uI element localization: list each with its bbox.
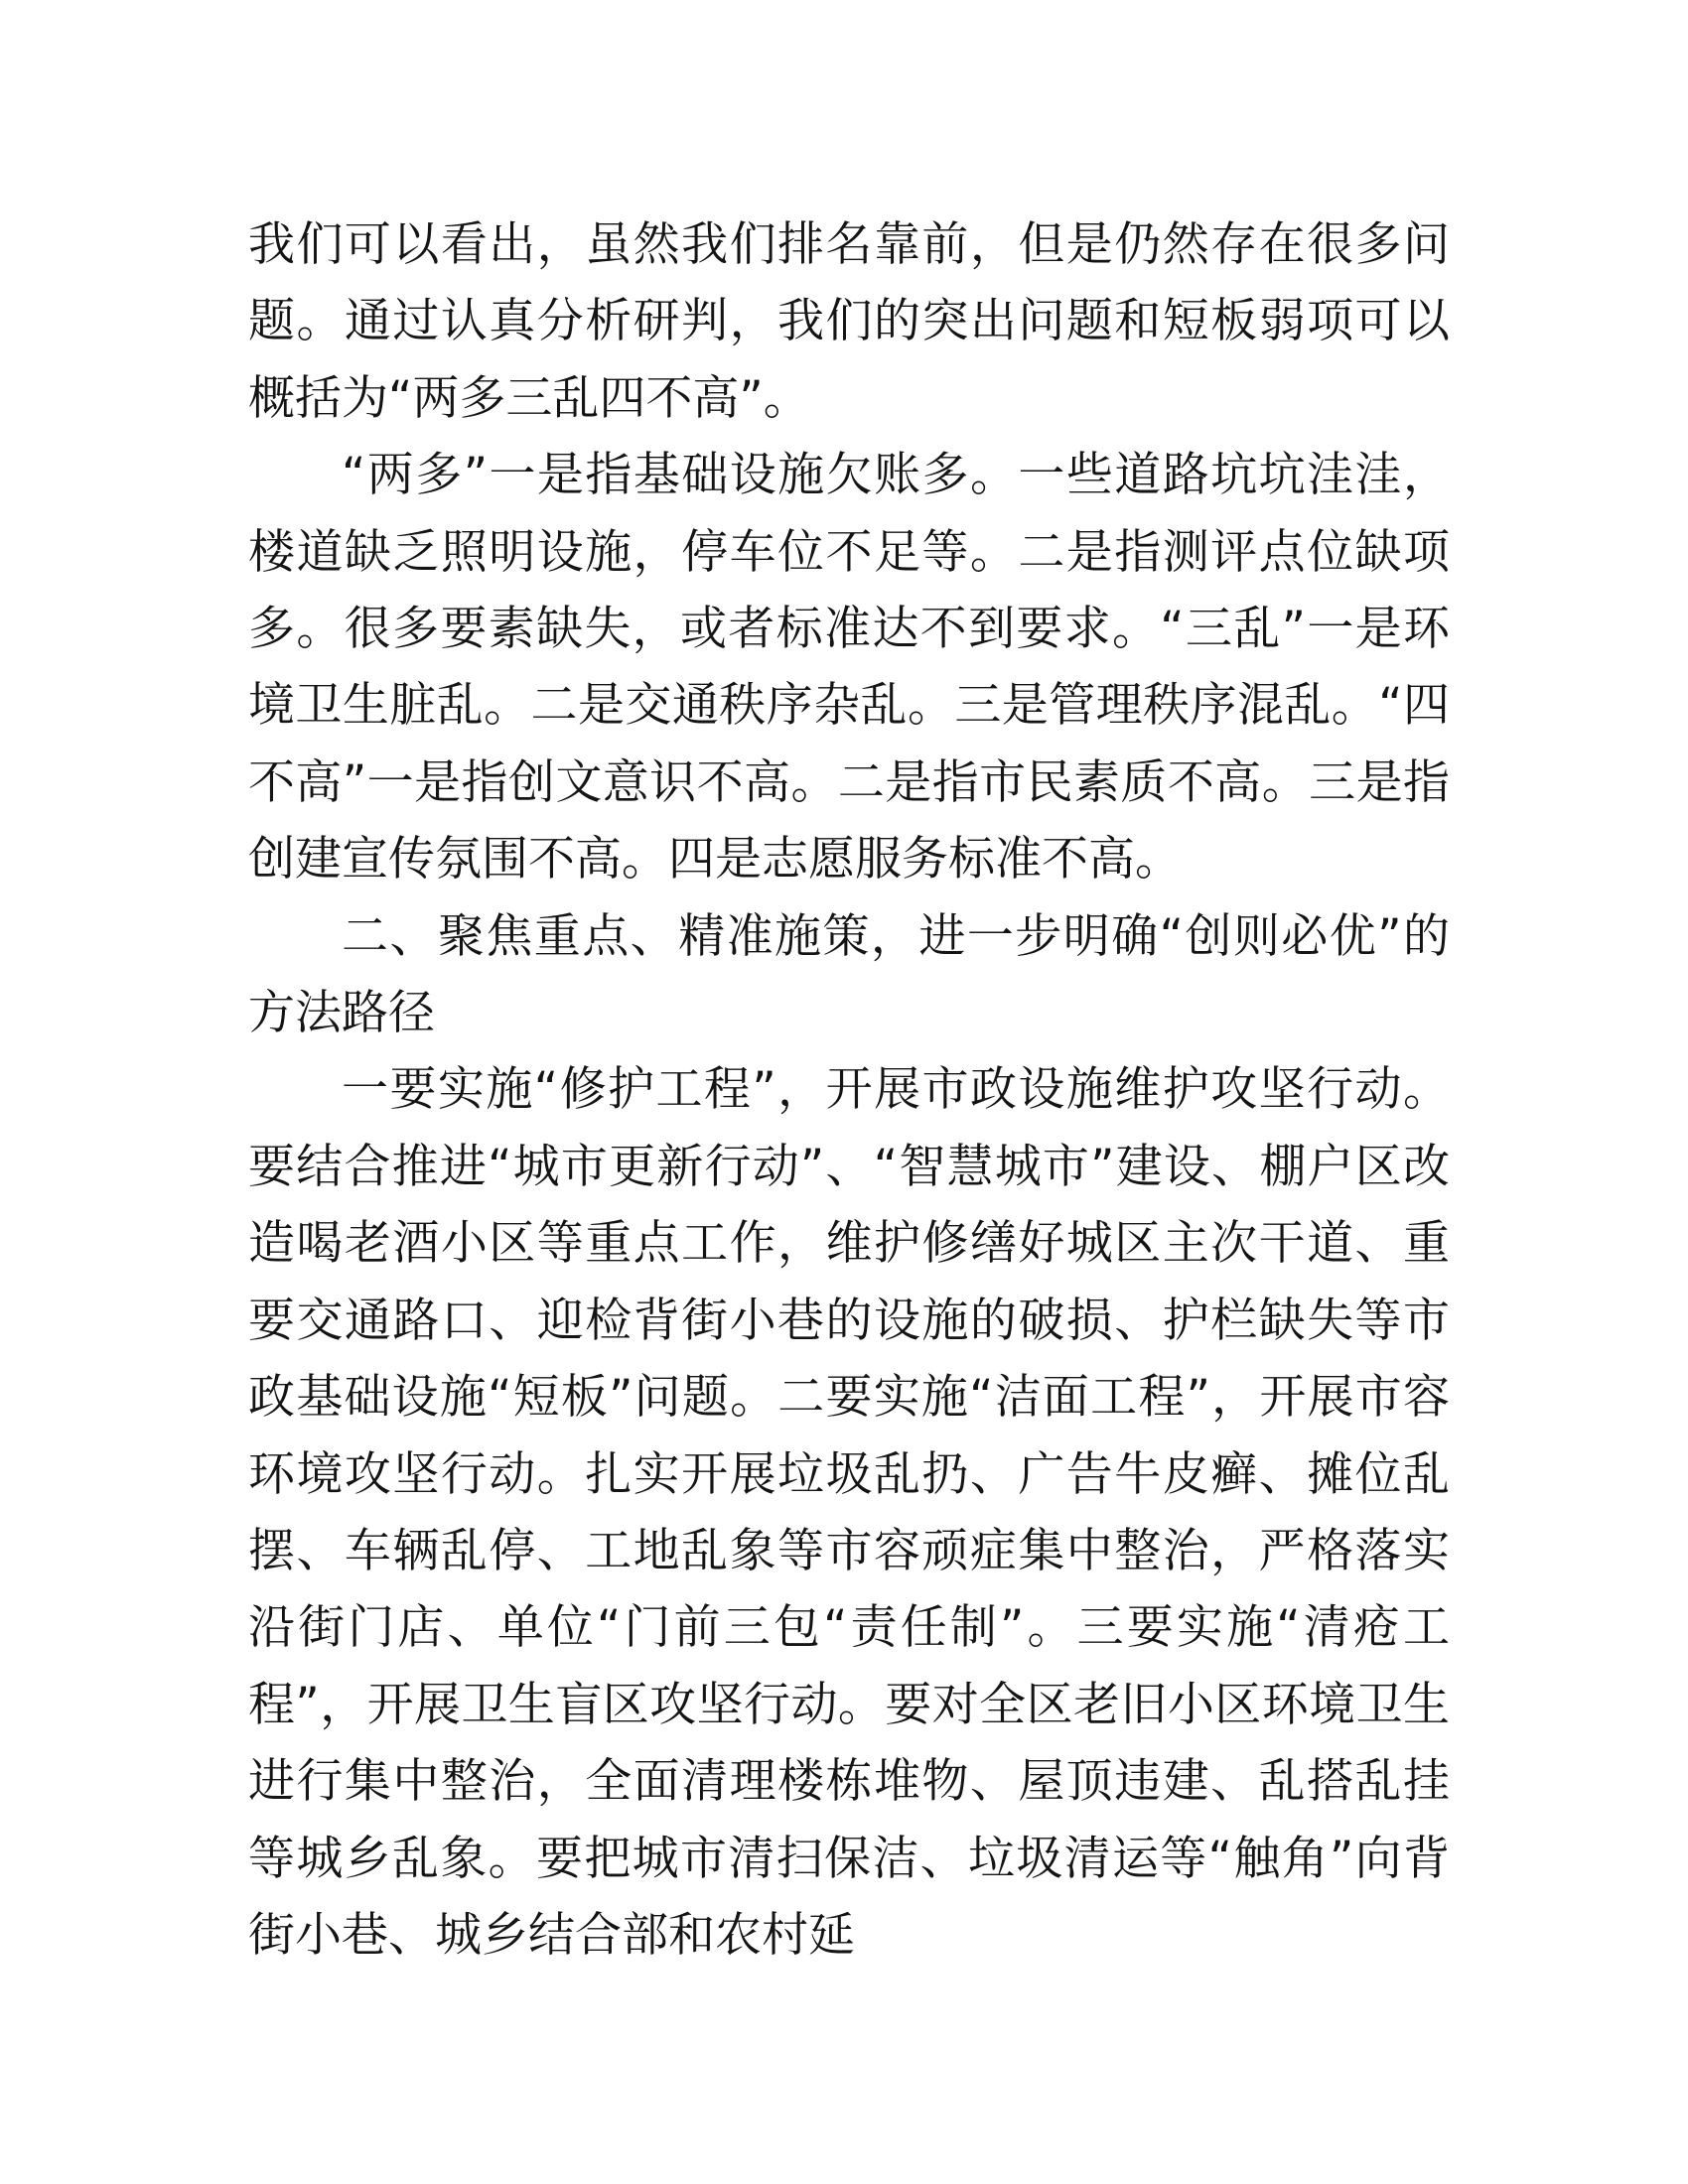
paragraph-two-many-three-chaos: “两多”一是指基础设施欠账多。一些道路坑坑洼洼，楼道缺乏照明设施，停车位不足等。二是指测评点位缺项多。很多要素缺失，或者标准达不到要求。“三乱”一是环境卫生脏乱。二是交通秩序杂乱。三是管理秩序混乱。“四不高”一是指创文意识不高。二是指市民素质不高。三是指创建宣传氛围不高。四是志愿服务标准不高。 [248,448,1450,887]
paragraph-engineering-measures: 一要实施“修护工程”，开展市政设施维护攻坚行动。要结合推进“城市更新行动”、“智慧城市”建设、棚户区改造喝老酒小区等重点工作，维护修缮好城区主次干道、重要交通路口、迎检背街小巷的设施的破损、护栏缺失等市政基础设施“短板”问题。二要实施“洁面工程”，开展市容环境攻坚行动。扎实开展垃圾乱扔、广告牛皮癣、摊位乱摆、车辆乱停、工地乱象等市容顽症集中整治，严格落实沿街门店、单位“门前三包“责任制”。三要实施“清疮工程”，开展卫生盲区攻坚行动。要对全区老旧小区环境卫生进行集中整治，全面清理楼栋堆物、屋顶违建、乱搭乱挂等城乡乱象。要把城市清扫保洁、垃圾清运等“触角”向背街小巷、城乡结合部和农村延 [248,1062,1450,1963]
paragraph-problem-summary: 我们可以看出，虽然我们排名靠前，但是仍然存在很多问题。通过认真分析研判，我们的突出问题和短板弱项可以概括为“两多三乱四不高”。 [248,217,1450,426]
document-body [248,206,1450,1974]
section-heading-two: 二、聚焦重点、精准施策，进一步明确“创则必优”的方法路径 [248,908,1450,1041]
